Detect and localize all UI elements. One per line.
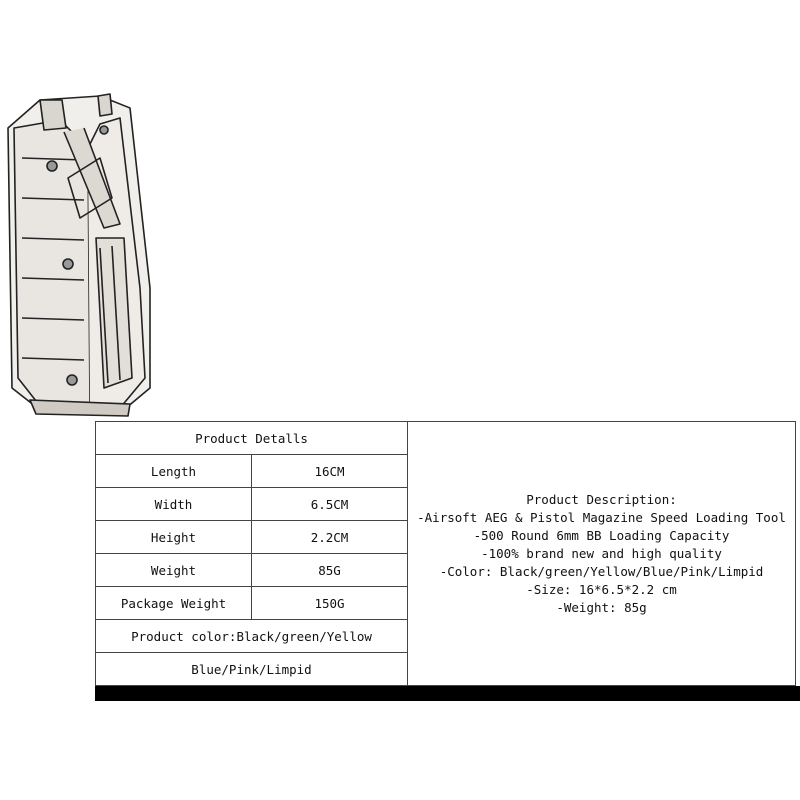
row-value-length: 16CM: [252, 455, 408, 488]
row-value-width: 6.5CM: [252, 488, 408, 521]
row-label-package-weight: Package Weight: [96, 587, 252, 620]
product-color-line-2: Blue/Pink/Limpid: [96, 653, 408, 686]
row-value-height: 2.2CM: [252, 521, 408, 554]
row-value-package-weight: 150G: [252, 587, 408, 620]
table-header: Product Detalls: [96, 422, 408, 455]
description-line: -Color: Black/green/Yellow/Blue/Pink/Limpid: [439, 563, 764, 579]
row-label-width: Width: [96, 488, 252, 521]
description-line: -Weight: 85g: [556, 599, 647, 615]
description-line: -500 Round 6mm BB Loading Capacity: [473, 527, 730, 543]
product-details-table: [95, 421, 796, 686]
bottom-black-bar: [95, 686, 800, 701]
product-color-line-1: Product color:Black/green/Yellow: [96, 620, 408, 653]
description-line: -Airsoft AEG & Pistol Magazine Speed Loading Tool: [417, 509, 786, 525]
description-title: Product Description:: [526, 491, 677, 507]
row-label-weight: Weight: [96, 554, 252, 587]
row-label-height: Height: [96, 521, 252, 554]
row-label-length: Length: [96, 455, 252, 488]
magazine-loader-image: [0, 88, 160, 418]
product-description: [408, 422, 796, 686]
description-line: -Size: 16*6.5*2.2 cm: [526, 581, 677, 597]
row-value-weight: 85G: [252, 554, 408, 587]
description-line: -100% brand new and high quality: [481, 545, 722, 561]
